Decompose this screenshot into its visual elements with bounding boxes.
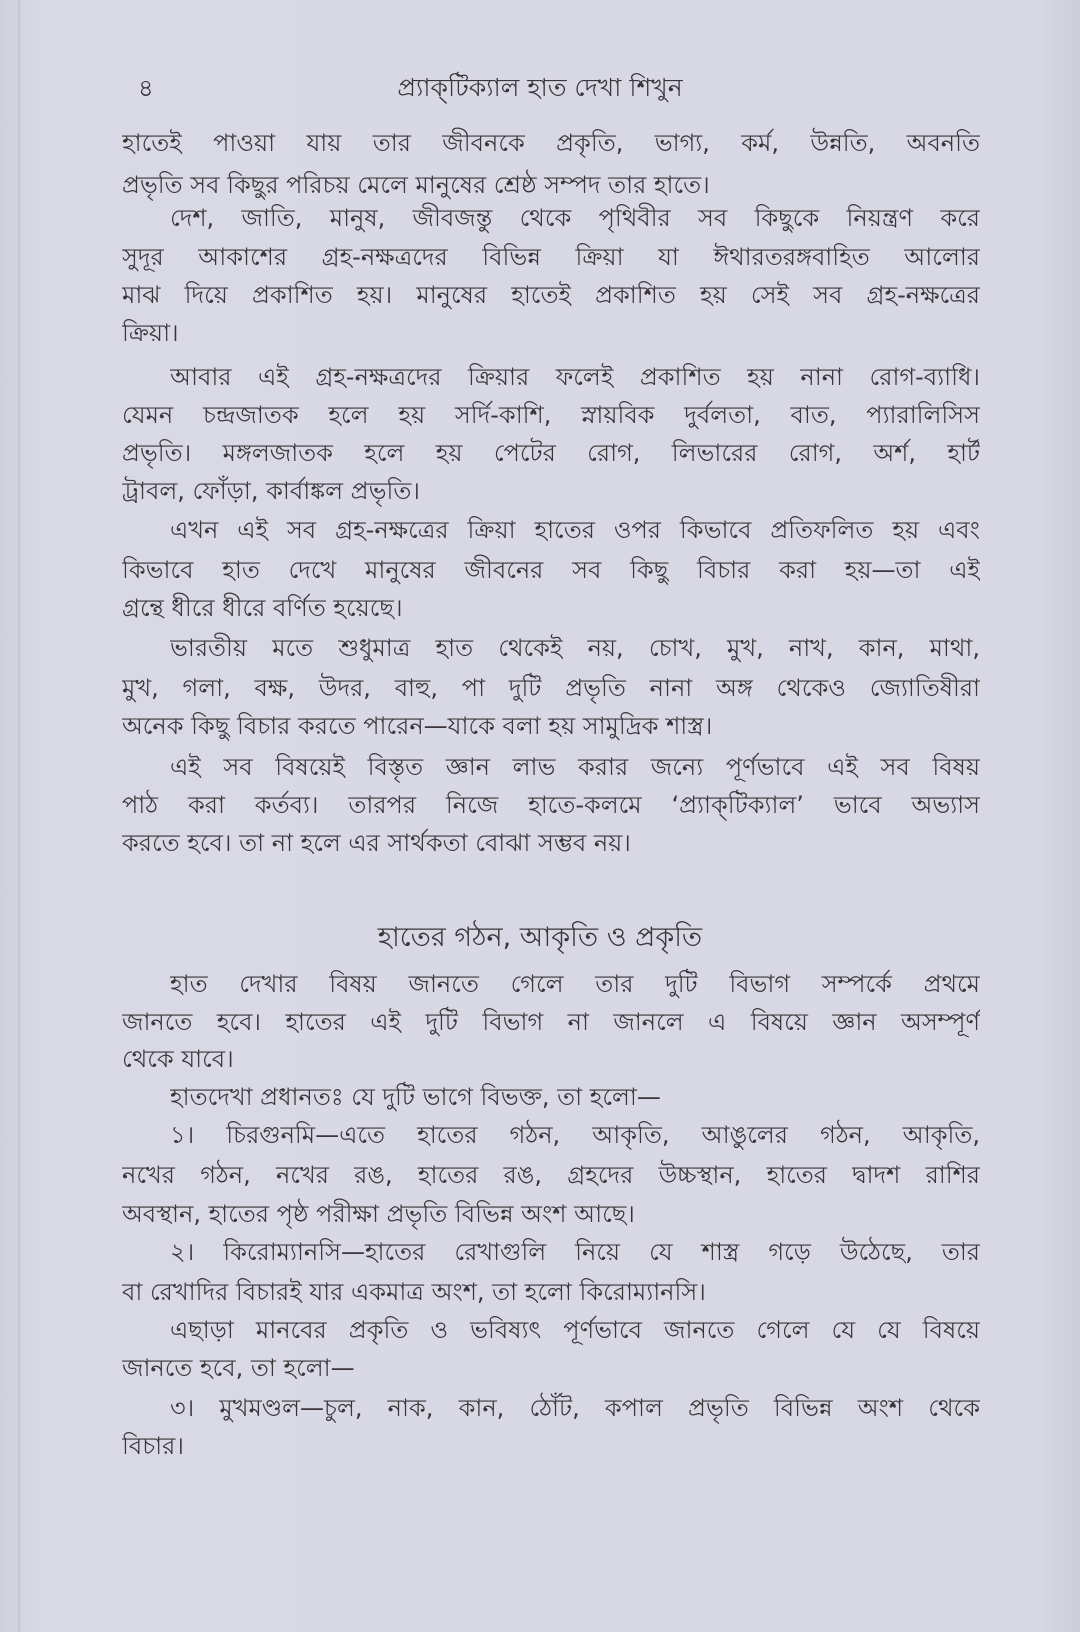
list-item-3-line-2: বিচার। bbox=[122, 1432, 184, 1460]
list-item-1-line-3: অবস্থান, হাতের পৃষ্ঠ পরীক্ষা প্রভৃতি বিভিন্ন অংশ আছে। bbox=[122, 1200, 635, 1228]
paragraph-5-line-1: ভারতীয় মতে শুধুমাত্র হাত থেকেই নয়, চোখ, মুখ, নাখ, কান, মাথা, bbox=[170, 634, 980, 662]
page-number: ৪ bbox=[138, 74, 154, 102]
section-paragraph-5-line-2: জানতে হবে, তা হলো— bbox=[122, 1354, 355, 1382]
paragraph-6-line-3: করতে হবে। তা না হলে এর সার্থকতা বোঝা সম্ভব নয়। bbox=[122, 829, 631, 857]
paragraph-6-line-2: পাঠ করা কর্তব্য। তারপর নিজে হাতে-কলমে ‘প্র্যাক্‌টিক্যাল’ ভাবে অভ্যাস bbox=[122, 791, 980, 819]
paragraph-3-line-3: প্রভৃতি। মঙ্গলজাতক হলে হয় পেটের রোগ, লিভারের রোগ, অর্শ, হার্ট bbox=[122, 439, 980, 467]
paragraph-1-line-2: প্রভৃতি সব কিছুর পরিচয় মেলে মানুষের শ্রেষ্ঠ সম্পদ তার হাতে। bbox=[122, 171, 710, 199]
paragraph-1-line-1: হাতেই পাওয়া যায় তার জীবনকে প্রকৃতি, ভাগ্য, কর্ম, উন্নতি, অবনতি bbox=[122, 129, 980, 157]
section-heading: হাতের গঠন, আকৃতি ও প্রকৃতি bbox=[377, 922, 703, 953]
paragraph-3-line-2: যেমন চন্দ্রজাতক হলে হয় সর্দি-কাশি, স্নায়বিক দুর্বলতা, বাত, প্যারালিসিস bbox=[122, 401, 980, 429]
section-paragraph-1-line-1: হাত দেখার বিষয় জানতে গেলে তার দুটি বিভাগ সম্পর্কে প্রথমে bbox=[170, 970, 980, 998]
section-paragraph-1-line-3: থেকে যাবে। bbox=[122, 1045, 234, 1073]
paragraph-4-line-2: কিভাবে হাত দেখে মানুষের জীবনের সব কিছু বিচার করা হয়—তা এই bbox=[122, 556, 980, 584]
paragraph-3-line-4: ট্রাবল, ফোঁড়া, কার্বাঙ্কল প্রভৃতি। bbox=[122, 477, 420, 505]
paragraph-4-line-1: এখন এই সব গ্রহ-নক্ষত্রের ক্রিয়া হাতের ওপর কিভাবে প্রতিফলিত হয় এবং bbox=[170, 516, 980, 544]
paragraph-2-line-4: ক্রিয়া। bbox=[122, 319, 179, 347]
paragraph-5-line-3: অনেক কিছু বিচার করতে পারেন—যাকে বলা হয় সামুদ্রিক শাস্ত্র। bbox=[122, 712, 713, 740]
section-paragraph-2-line-1: হাতদেখা প্রধানতঃ যে দুটি ভাগে বিভক্ত, তা হলো— bbox=[170, 1083, 661, 1111]
paragraph-2-line-3: মাঝ দিয়ে প্রকাশিত হয়। মানুষের হাতেই প্রকাশিত হয় সেই সব গ্রহ-নক্ষত্রের bbox=[122, 281, 980, 309]
list-item-2-line-1: ২। কিরোম্যানসি—হাতের রেখাগুলি নিয়ে যে শাস্ত্র গড়ে উঠেছে, তার bbox=[170, 1238, 980, 1266]
paragraph-5-line-2: মুখ, গলা, বক্ষ, উদর, বাহু, পা দুটি প্রভৃতি নানা অঙ্গ থেকেও জ্যোতিষীরা bbox=[122, 674, 980, 702]
paragraph-2-line-2: সুদূর আকাশের গ্রহ-নক্ষত্রদের বিভিন্ন ক্রিয়া যা ঈথারতরঙ্গবাহিত আলোর bbox=[122, 243, 980, 271]
list-item-1-line-1: ১। চিরগুনমি—এতে হাতের গঠন, আকৃতি, আঙুলের গঠন, আকৃতি, bbox=[170, 1121, 980, 1149]
list-item-2-line-2: বা রেখাদির বিচারই যার একমাত্র অংশ, তা হলো কিরোম্যানসি। bbox=[122, 1278, 706, 1306]
paragraph-6-line-1: এই সব বিষয়েই বিস্তৃত জ্ঞান লাভ করার জন্যে পূর্ণভাবে এই সব বিষয় bbox=[170, 753, 980, 781]
paragraph-2-line-1: দেশ, জাতি, মানুষ, জীবজন্তু থেকে পৃথিবীর সব কিছুকে নিয়ন্ত্রণ করে bbox=[170, 204, 980, 232]
section-paragraph-1-line-2: জানতে হবে। হাতের এই দুটি বিভাগ না জানলে এ বিষয়ে জ্ঞান অসম্পূর্ণ bbox=[122, 1008, 980, 1036]
list-item-1-line-2: নখের গঠন, নখের রঙ, হাতের রঙ, গ্রহদের উচ্চস্থান, হাতের দ্বাদশ রাশির bbox=[122, 1161, 980, 1189]
paragraph-4-line-3: গ্রন্থে ধীরে ধীরে বর্ণিত হয়েছে। bbox=[122, 594, 403, 622]
paragraph-3-line-1: আবার এই গ্রহ-নক্ষত্রদের ক্রিয়ার ফলেই প্রকাশিত হয় নানা রোগ-ব্যাধি। bbox=[170, 363, 980, 391]
list-item-3-line-1: ৩। মুখমণ্ডল—চুল, নাক, কান, ঠোঁট, কপাল প্রভৃতি বিভিন্ন অংশ থেকে bbox=[170, 1394, 980, 1422]
section-paragraph-5-line-1: এছাড়া মানবের প্রকৃতি ও ভবিষ্যৎ পূর্ণভাবে জানতে গেলে যে যে বিষয়ে bbox=[170, 1316, 980, 1344]
running-title: প্র্যাক্‌টিক্যাল হাত দেখা শিখুন bbox=[397, 73, 683, 102]
running-head bbox=[0, 70, 1080, 106]
